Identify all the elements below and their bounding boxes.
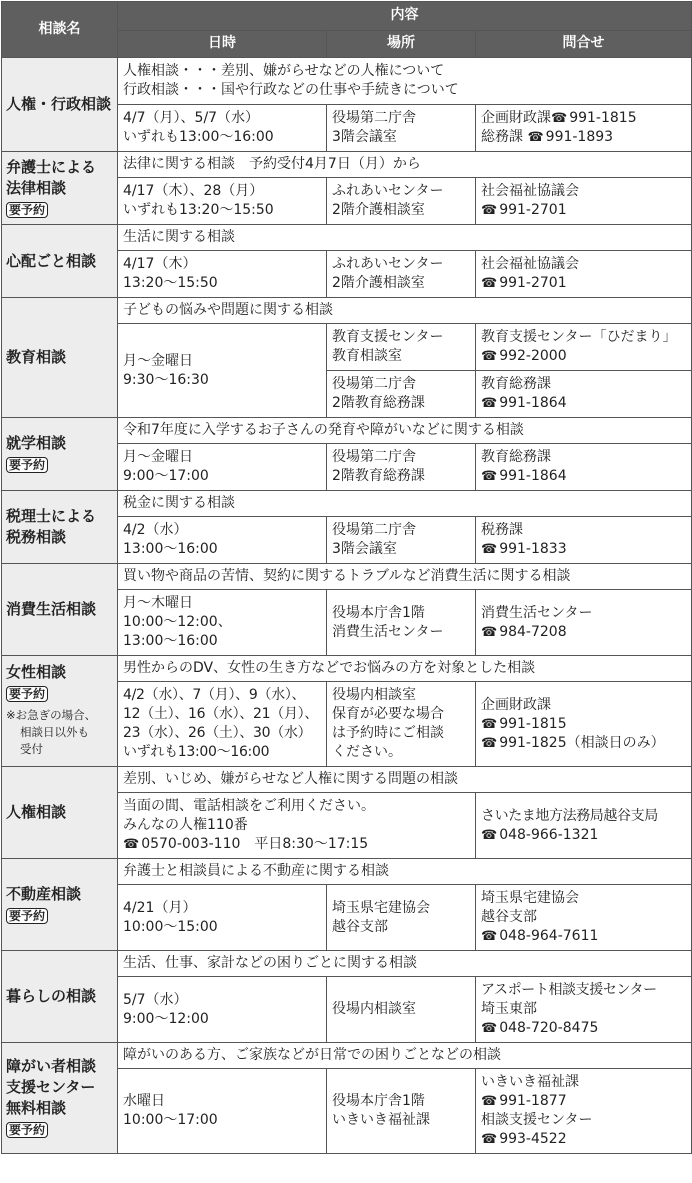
place-line: 役場内相談室 (332, 1001, 416, 1017)
place-line: いきいき福祉課 (332, 1112, 430, 1128)
row-name-line: 法律相談 (6, 178, 67, 197)
reservation-required-badge: 要予約 (6, 457, 48, 473)
reservation-required-badge: 要予約 (6, 908, 48, 924)
place-line: 教育支援センター (332, 329, 444, 345)
contact-line (481, 347, 686, 366)
contact-phone[interactable]: 991-1877 (499, 1093, 567, 1109)
row-name-line: 無料相談 (6, 1099, 67, 1117)
row-place (327, 178, 476, 225)
place-line: 役場第二庁舎 (332, 522, 416, 538)
row-name (2, 767, 118, 859)
row-name (2, 859, 118, 951)
topic-line: 障がいのある方、ご家族などが日常での困りごとなどの相談 (123, 1047, 501, 1063)
datetime-line: 月～金曜日 (123, 449, 193, 465)
phone-icon: ☎ (481, 827, 498, 843)
contact-phone[interactable]: 048-964-7611 (499, 928, 599, 944)
contact-dept: 越谷支部 (481, 909, 537, 925)
datetime-line: 4/2（水）、7（月）、9（水）、 (123, 687, 306, 703)
topic-line: 差別、いじめ、嫌がらせなど人権に関する問題の相談 (123, 771, 459, 787)
consultation-table (1, 1, 692, 1154)
place-line: 2階介護相談室 (332, 275, 425, 291)
contact-line (481, 1130, 686, 1149)
place-line: ふれあいセンター (332, 183, 444, 199)
hotline-text[interactable]: 0570-003-110 平日8:30～17:15 (141, 836, 369, 852)
row-name-line: 教育相談 (6, 348, 67, 366)
contact-line (481, 826, 686, 845)
row-name (2, 418, 118, 491)
datetime-line: みんなの人権110番 (123, 817, 248, 833)
place-line: 役場本庁舎1階 (332, 604, 425, 621)
row-contact (476, 885, 692, 951)
row-place (327, 251, 476, 298)
row-name-line: 税理士による (6, 507, 97, 525)
row-name (2, 1043, 118, 1154)
row-name (2, 656, 118, 767)
place-line: 2階教育総務課 (332, 395, 425, 411)
contact-phone[interactable]: 991-1864 (499, 468, 567, 484)
contact-line (481, 715, 686, 734)
datetime-line: 9:00～12:00 (123, 1010, 209, 1027)
row-place (327, 517, 476, 564)
row-contact (476, 105, 692, 152)
topic-line: 生活、仕事、家計などの困りごとに関する相談 (123, 955, 417, 971)
place-line: 役場第二庁舎 (332, 449, 416, 465)
contact-dept: 相談支援センター (481, 1112, 593, 1128)
place-line: 消費生活センター (332, 623, 444, 640)
datetime-line: 23（水）、26（土）、30（水） (123, 725, 312, 741)
datetime-line: 10:00～12:00、 (123, 614, 232, 630)
place-line: ふれあいセンター (332, 256, 444, 272)
contact-dept: 社会福祉協議会 (481, 183, 579, 199)
row-place (327, 324, 476, 371)
place-line: 越谷支部 (332, 918, 388, 935)
row-name-line: 税務相談 (6, 528, 67, 546)
row-contact (476, 178, 692, 225)
row-topic (118, 656, 692, 682)
datetime-line: 4/7（月）、5/7（水） (123, 110, 260, 126)
contact-line (481, 734, 686, 753)
contact-phone[interactable]: 991-1864 (499, 395, 567, 411)
topic-line: 税金に関する相談 (123, 495, 235, 511)
datetime-line: 12（土）、16（水）、21（月）、 (123, 706, 319, 722)
header-contact: 問合せ (476, 30, 692, 58)
note-line: 受付 (20, 742, 43, 756)
contact-phone[interactable]: 991-2701 (499, 275, 567, 291)
contact-line (481, 623, 686, 642)
contact-line (481, 394, 686, 413)
place-line: 役場本庁舎1階 (332, 1093, 425, 1109)
phone-icon: ☎ (481, 396, 498, 411)
topic-line: 行政相談・・・国や行政などの仕事や手続きについて (123, 82, 459, 98)
row-topic (118, 767, 692, 793)
row-topic (118, 152, 692, 178)
contact-dept: 教育総務課 (481, 376, 551, 392)
contact-line (481, 540, 686, 559)
contact-dept: さいたま地方法務局越谷支局 (481, 807, 658, 824)
datetime-line: 月～金曜日 (123, 352, 193, 369)
row-place (327, 682, 476, 767)
place-line: 3階会議室 (332, 541, 397, 557)
row-contact (476, 682, 692, 767)
topic-line: 人権相談・・・差別、嫌がらせなどの人権について (123, 63, 445, 79)
phone-icon: ☎ (481, 624, 498, 640)
row-contact (476, 793, 692, 859)
row-note (6, 707, 113, 758)
row-datetime (118, 178, 327, 225)
row-name (2, 225, 118, 298)
row-datetime-place-merged (118, 793, 476, 859)
topic-line: 令和7年度に入学するお子さんの発育や障がいなどに関する相談 (123, 422, 524, 438)
contact-phone[interactable]: 992-2000 (499, 348, 567, 364)
contact-phone[interactable]: 048-720-8475 (499, 1020, 599, 1036)
row-contact (476, 324, 692, 371)
contact-phone[interactable]: 991-1893 (545, 129, 614, 145)
row-contact (476, 371, 692, 418)
datetime-line: 水曜日 (123, 1093, 165, 1109)
topic-line: 生活に関する相談 (123, 229, 235, 245)
contact-phone[interactable]: 993-4522 (499, 1131, 567, 1147)
row-name (2, 58, 118, 152)
row-contact (476, 1069, 692, 1154)
datetime-line: 5/7（水） (123, 991, 188, 1008)
row-datetime (118, 324, 327, 418)
place-line: 埼玉県宅建協会 (332, 899, 430, 916)
contact-dept: 社会福祉協議会 (481, 256, 579, 272)
phone-icon: ☎ (481, 349, 498, 364)
topic-line: 法律に関する相談 予約受付4月7日（月）から (123, 156, 421, 172)
phone-icon: ☎ (481, 203, 498, 218)
contact-line (481, 1019, 686, 1038)
row-datetime (118, 682, 327, 767)
topic-line: 買い物や商品の苦情、契約に関するトラブルなど消費生活に関する相談 (123, 568, 571, 584)
topic-line: 子どもの悩みや問題に関する相談 (123, 302, 333, 318)
row-contact (476, 251, 692, 298)
contact-dept: 総務課 (481, 129, 523, 145)
place-line: 保育が必要な場合 (332, 706, 444, 722)
datetime-line: 4/17（木） (123, 256, 197, 272)
row-name (2, 491, 118, 564)
topic-line: 男性からのDV、女性の生き方などでお悩みの方を対象とした相談 (123, 660, 536, 676)
datetime-line: 当面の間、電話相談をご利用ください。 (123, 798, 375, 814)
contact-line (481, 927, 686, 946)
row-topic (118, 491, 692, 517)
row-name (2, 564, 118, 656)
row-topic (118, 1043, 692, 1069)
place-line: 2階教育総務課 (332, 468, 425, 484)
row-datetime (118, 251, 327, 298)
row-name-line: 支援センター (6, 1078, 96, 1096)
contact-dept: 税務課 (481, 522, 523, 538)
row-datetime (118, 517, 327, 564)
row-name-line: 就学相談 (6, 434, 67, 452)
row-name-line: 消費生活相談 (6, 600, 97, 618)
phone-icon: ☎ (481, 469, 498, 484)
contact-line (481, 201, 686, 220)
phone-icon: ☎ (481, 542, 498, 557)
contact-dept: いきいき福祉課 (481, 1074, 579, 1090)
phone-icon: ☎ (481, 276, 498, 291)
row-name-line: 心配ごと相談 (6, 251, 97, 270)
place-line: ください。 (332, 744, 402, 760)
row-name-line: 不動産相談 (6, 884, 82, 903)
contact-line (481, 467, 686, 486)
datetime-line: 9:30～16:30 (123, 371, 209, 388)
row-datetime (118, 977, 327, 1043)
datetime-line: いずれも13:00～16:00 (123, 744, 270, 760)
place-line: 役場内相談室 (332, 687, 416, 703)
row-name-line: 女性相談 (6, 663, 67, 681)
place-line: は予約時にご相談 (332, 725, 444, 741)
datetime-line: 13:00～16:00 (123, 541, 218, 557)
phone-icon: ☎ (481, 716, 498, 732)
row-name-line: 人権・行政相談 (6, 95, 112, 113)
row-place (327, 444, 476, 491)
place-line: 教育相談室 (332, 348, 402, 364)
row-topic (118, 859, 692, 885)
datetime-line: 9:00～17:00 (123, 468, 209, 484)
contact-dept: 企画財政課 (481, 110, 551, 126)
row-name (2, 152, 118, 225)
phone-icon: ☎ (527, 130, 544, 145)
phone-icon: ☎ (551, 111, 568, 126)
contact-dept: 企画財政課 (481, 696, 551, 713)
contact-dept: アスポート相談支援センター (481, 982, 657, 998)
note-line: ※お急ぎの場合、 (6, 708, 97, 722)
reservation-required-badge: 要予約 (6, 202, 48, 218)
row-datetime (118, 885, 327, 951)
contact-line (481, 1092, 686, 1111)
reservation-required-badge: 要予約 (6, 1122, 48, 1138)
contact-phone[interactable]: 984-7208 (499, 623, 567, 640)
row-name-line: 障がい者相談 (6, 1057, 97, 1075)
place-line: 2階介護相談室 (332, 202, 425, 218)
row-name-line: 暮らしの相談 (6, 987, 97, 1005)
contact-line (481, 109, 686, 128)
datetime-line (123, 835, 470, 854)
row-contact (476, 590, 692, 656)
row-datetime (118, 590, 327, 656)
header-name: 相談名 (2, 2, 118, 58)
contact-phone[interactable]: 991-1815 (569, 110, 637, 126)
contact-phone[interactable]: 991-1815 (499, 715, 567, 732)
place-line: 役場第二庁舎 (332, 110, 416, 126)
row-name (2, 951, 118, 1043)
row-topic (118, 951, 692, 977)
row-topic (118, 418, 692, 444)
datetime-line: 10:00～17:00 (123, 1112, 218, 1128)
contact-phone[interactable]: 991-1833 (499, 541, 567, 557)
row-place (327, 885, 476, 951)
contact-line (481, 274, 686, 293)
row-name-line: 弁護士による (6, 157, 97, 176)
row-name (2, 298, 118, 418)
row-datetime (118, 444, 327, 491)
phone-icon: ☎ (481, 1021, 498, 1036)
row-contact (476, 517, 692, 564)
row-datetime (118, 105, 327, 152)
row-datetime (118, 1069, 327, 1154)
header-datetime: 日時 (118, 30, 327, 58)
phone-icon: ☎ (481, 1094, 498, 1109)
header-place: 場所 (327, 30, 476, 58)
row-contact (476, 444, 692, 491)
row-place (327, 977, 476, 1043)
row-name-line: 人権相談 (6, 803, 67, 821)
phone-icon: ☎ (123, 837, 140, 852)
row-contact (476, 977, 692, 1043)
row-topic (118, 225, 692, 251)
header-content: 内容 (118, 2, 692, 31)
row-place (327, 105, 476, 152)
place-line: 役場第二庁舎 (332, 376, 416, 392)
datetime-line: 4/17（木）、28（月） (123, 183, 264, 199)
reservation-required-badge: 要予約 (6, 686, 48, 702)
datetime-line: 13:20～15:50 (123, 275, 218, 291)
datetime-line: いずれも13:20～15:50 (123, 202, 274, 218)
row-place (327, 590, 476, 656)
contact-dept: 埼玉県宅建協会 (481, 890, 579, 906)
contact-phone[interactable]: 991-1825（相談日のみ） (499, 734, 665, 751)
datetime-line: 月～木曜日 (123, 595, 193, 611)
phone-icon: ☎ (481, 1132, 498, 1147)
topic-line: 弁護士と相談員による不動産に関する相談 (123, 863, 389, 879)
row-place (327, 371, 476, 418)
phone-icon: ☎ (481, 929, 498, 944)
row-topic (118, 298, 692, 324)
row-place (327, 1069, 476, 1154)
contact-dept: 埼玉東部 (481, 1001, 537, 1017)
datetime-line: いずれも13:00～16:00 (123, 129, 274, 145)
datetime-line: 10:00～15:00 (123, 918, 218, 935)
phone-icon: ☎ (481, 735, 498, 751)
contact-dept: 教育支援センター「ひだまり」 (481, 329, 677, 345)
row-topic (118, 564, 692, 590)
datetime-line: 4/21（月） (123, 899, 197, 916)
contact-dept: 消費生活センター (481, 604, 593, 621)
contact-line (481, 128, 686, 147)
datetime-line: 4/2（水） (123, 522, 188, 538)
row-topic (118, 58, 692, 105)
place-line: 3階会議室 (332, 129, 397, 145)
datetime-line: 13:00～16:00 (123, 633, 218, 649)
note-line: 相談日以外も (20, 725, 89, 739)
contact-dept: 教育総務課 (481, 449, 551, 465)
contact-phone[interactable]: 991-2701 (499, 202, 567, 218)
contact-phone[interactable]: 048-966-1321 (499, 826, 599, 843)
